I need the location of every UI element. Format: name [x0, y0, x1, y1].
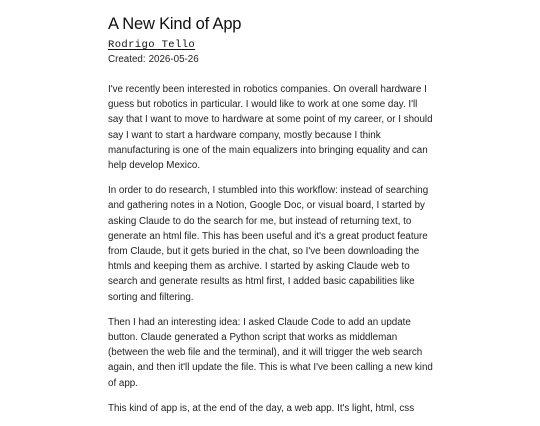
created-value: 2026-05-26: [148, 54, 199, 65]
page-title: A New Kind of App: [108, 15, 242, 33]
paragraph: Then I had an interesting idea: I asked Claude Code to add an update button. Claude generated a Python script that works as middleman (between the web file and the terminal), and it will trigger the web search again, and then it'll update the file. This is what I've been calling a new kind of app.: [108, 316, 433, 389]
created-label: Created:: [108, 54, 146, 65]
document: [108, 14, 434, 426]
created-date: [108, 53, 434, 66]
paragraph: This kind of app is, at the end of the day, a web app. It's light, html, css: [108, 402, 415, 414]
paragraph: I've recently been interested in robotics companies. On overall hardware I guess but robotics in particular. I would like to work at one some day. I'll say that I want to move to hardware at some point of my career, or I should say I want to start a hardware company, mostly because I think manufacturing is one of the main equalizers into bringing equality and can help develop Mexico.: [108, 84, 433, 172]
article-body: [108, 82, 434, 416]
author-link[interactable]: Rodrigo Tello: [108, 39, 196, 51]
paragraph: In order to do research, I stumbled into this workflow: instead of searching and gathering notes in a Notion, Google Doc, or visual board, I started by asking Claude to do the search for me, but instead of returning text, to generate an html file. This has been useful and it's a great product feature from Claude, but it gets buried in the chat, so I've been downloading the htmls and keeping them as archive. I started by asking Claude web to search and generate results as html first, I added basic capabilities like sorting and filtering.: [108, 185, 429, 303]
